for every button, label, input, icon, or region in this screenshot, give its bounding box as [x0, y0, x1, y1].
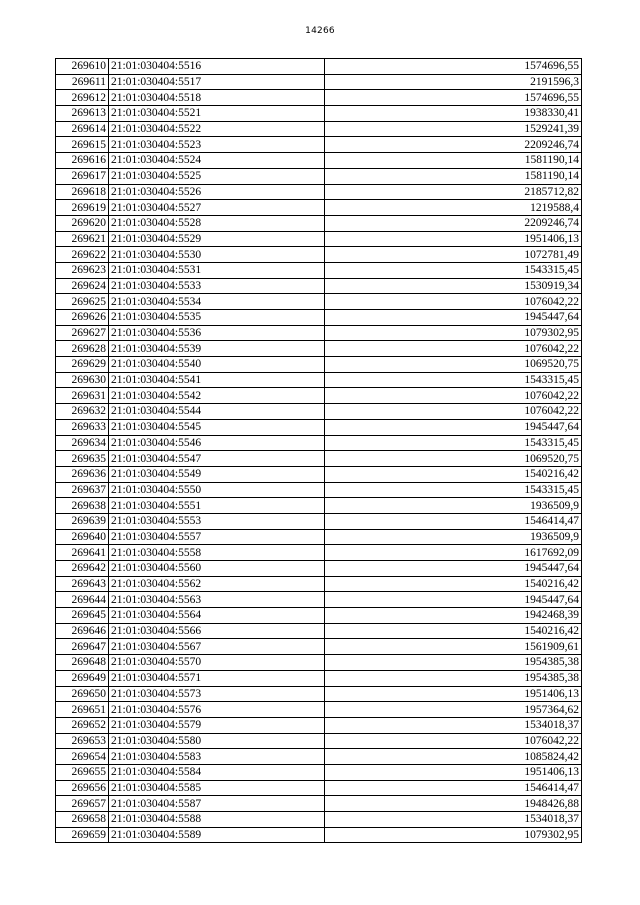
table-row	[56, 137, 582, 153]
row-number-cell: 269651	[56, 702, 109, 718]
cadastral-value-cell: 1954385,38	[325, 670, 582, 686]
table-row	[56, 200, 582, 216]
table-row	[56, 215, 582, 231]
row-number-cell: 269637	[56, 482, 109, 498]
cadastral-number-cell: 21:01:030404:5525	[109, 168, 325, 184]
table-row	[56, 686, 582, 702]
cadastral-value-table	[55, 58, 582, 843]
table-row	[56, 278, 582, 294]
row-number-cell: 269650	[56, 686, 109, 702]
cadastral-number-cell: 21:01:030404:5570	[109, 655, 325, 671]
cadastral-number-cell: 21:01:030404:5526	[109, 184, 325, 200]
table-row	[56, 466, 582, 482]
cadastral-number-cell: 21:01:030404:5545	[109, 419, 325, 435]
cadastral-number-cell: 21:01:030404:5576	[109, 702, 325, 718]
table-row	[56, 513, 582, 529]
table-row	[56, 262, 582, 278]
row-number-cell: 269627	[56, 325, 109, 341]
row-number-cell: 269652	[56, 717, 109, 733]
table-row	[56, 812, 582, 828]
cadastral-number-cell: 21:01:030404:5550	[109, 482, 325, 498]
cadastral-number-cell: 21:01:030404:5535	[109, 310, 325, 326]
table-row	[56, 780, 582, 796]
cadastral-value-cell: 1546414,47	[325, 513, 582, 529]
cadastral-number-cell: 21:01:030404:5531	[109, 262, 325, 278]
table-row	[56, 59, 582, 75]
cadastral-number-cell: 21:01:030404:5534	[109, 294, 325, 310]
table-row	[56, 341, 582, 357]
table-row	[56, 153, 582, 169]
table-row	[56, 106, 582, 122]
cadastral-value-cell: 1945447,64	[325, 419, 582, 435]
cadastral-number-cell: 21:01:030404:5579	[109, 717, 325, 733]
cadastral-number-cell: 21:01:030404:5564	[109, 608, 325, 624]
table-row	[56, 419, 582, 435]
row-number-cell: 269628	[56, 341, 109, 357]
cadastral-value-cell: 1079302,95	[325, 325, 582, 341]
row-number-cell: 269657	[56, 796, 109, 812]
cadastral-number-cell: 21:01:030404:5540	[109, 357, 325, 373]
table-row	[56, 529, 582, 545]
row-number-cell: 269647	[56, 639, 109, 655]
cadastral-number-cell: 21:01:030404:5549	[109, 466, 325, 482]
cadastral-number-cell: 21:01:030404:5527	[109, 200, 325, 216]
cadastral-number-cell: 21:01:030404:5533	[109, 278, 325, 294]
table-row	[56, 184, 582, 200]
cadastral-number-cell: 21:01:030404:5518	[109, 90, 325, 106]
cadastral-value-cell: 1948426,88	[325, 796, 582, 812]
cadastral-number-cell: 21:01:030404:5589	[109, 827, 325, 843]
table-row	[56, 827, 582, 843]
cadastral-value-cell: 1069520,75	[325, 451, 582, 467]
cadastral-value-cell: 1540216,42	[325, 576, 582, 592]
table-body	[56, 59, 582, 843]
table-row	[56, 294, 582, 310]
row-number-cell: 269638	[56, 498, 109, 514]
row-number-cell: 269646	[56, 623, 109, 639]
cadastral-number-cell: 21:01:030404:5558	[109, 545, 325, 561]
cadastral-value-cell: 1085824,42	[325, 749, 582, 765]
cadastral-value-cell: 1574696,55	[325, 90, 582, 106]
table-row	[56, 749, 582, 765]
row-number-cell: 269636	[56, 466, 109, 482]
cadastral-value-cell: 1945447,64	[325, 561, 582, 577]
row-number-cell: 269640	[56, 529, 109, 545]
cadastral-value-cell: 1543315,45	[325, 372, 582, 388]
cadastral-number-cell: 21:01:030404:5587	[109, 796, 325, 812]
row-number-cell: 269642	[56, 561, 109, 577]
cadastral-value-cell: 1076042,22	[325, 733, 582, 749]
cadastral-value-cell: 1546414,47	[325, 780, 582, 796]
row-number-cell: 269632	[56, 404, 109, 420]
cadastral-number-cell: 21:01:030404:5566	[109, 623, 325, 639]
cadastral-number-cell: 21:01:030404:5560	[109, 561, 325, 577]
table-row	[56, 435, 582, 451]
row-number-cell: 269635	[56, 451, 109, 467]
row-number-cell: 269648	[56, 655, 109, 671]
row-number-cell: 269621	[56, 231, 109, 247]
cadastral-value-cell: 2209246,74	[325, 215, 582, 231]
table-row	[56, 639, 582, 655]
cadastral-value-cell: 1574696,55	[325, 59, 582, 75]
cadastral-value-cell: 1076042,22	[325, 294, 582, 310]
table-row	[56, 545, 582, 561]
table-row	[56, 592, 582, 608]
cadastral-number-cell: 21:01:030404:5547	[109, 451, 325, 467]
cadastral-number-cell: 21:01:030404:5523	[109, 137, 325, 153]
table-row	[56, 608, 582, 624]
cadastral-value-cell: 1219588,4	[325, 200, 582, 216]
cadastral-number-cell: 21:01:030404:5522	[109, 121, 325, 137]
table-row	[56, 717, 582, 733]
table-row	[56, 498, 582, 514]
table-row	[56, 796, 582, 812]
table-row	[56, 310, 582, 326]
cadastral-number-cell: 21:01:030404:5544	[109, 404, 325, 420]
cadastral-number-cell: 21:01:030404:5516	[109, 59, 325, 75]
cadastral-value-cell: 1938330,41	[325, 106, 582, 122]
table-row	[56, 576, 582, 592]
table-row	[56, 764, 582, 780]
row-number-cell: 269613	[56, 106, 109, 122]
cadastral-value-cell: 2185712,82	[325, 184, 582, 200]
row-number-cell: 269649	[56, 670, 109, 686]
cadastral-number-cell: 21:01:030404:5553	[109, 513, 325, 529]
row-number-cell: 269622	[56, 247, 109, 263]
table-row	[56, 623, 582, 639]
cadastral-value-cell: 1581190,14	[325, 168, 582, 184]
table-row	[56, 231, 582, 247]
row-number-cell: 269645	[56, 608, 109, 624]
cadastral-value-cell: 1543315,45	[325, 482, 582, 498]
table-row	[56, 702, 582, 718]
row-number-cell: 269658	[56, 812, 109, 828]
row-number-cell: 269624	[56, 278, 109, 294]
table-row	[56, 670, 582, 686]
cadastral-value-cell: 1561909,61	[325, 639, 582, 655]
row-number-cell: 269612	[56, 90, 109, 106]
cadastral-value-cell: 1954385,38	[325, 655, 582, 671]
cadastral-value-cell: 1957364,62	[325, 702, 582, 718]
cadastral-value-cell: 1951406,13	[325, 231, 582, 247]
cadastral-value-cell: 1076042,22	[325, 388, 582, 404]
table-row	[56, 121, 582, 137]
cadastral-number-cell: 21:01:030404:5536	[109, 325, 325, 341]
row-number-cell: 269631	[56, 388, 109, 404]
row-number-cell: 269639	[56, 513, 109, 529]
cadastral-number-cell: 21:01:030404:5583	[109, 749, 325, 765]
cadastral-number-cell: 21:01:030404:5524	[109, 153, 325, 169]
cadastral-value-cell: 1529241,39	[325, 121, 582, 137]
table-row	[56, 451, 582, 467]
cadastral-value-cell: 1076042,22	[325, 404, 582, 420]
cadastral-value-cell: 1543315,45	[325, 262, 582, 278]
cadastral-value-cell: 1076042,22	[325, 341, 582, 357]
row-number-cell: 269620	[56, 215, 109, 231]
table-row	[56, 357, 582, 373]
table-row	[56, 388, 582, 404]
row-number-cell: 269610	[56, 59, 109, 75]
table-row	[56, 247, 582, 263]
row-number-cell: 269629	[56, 357, 109, 373]
row-number-cell: 269614	[56, 121, 109, 137]
row-number-cell: 269617	[56, 168, 109, 184]
table-row	[56, 655, 582, 671]
cadastral-number-cell: 21:01:030404:5541	[109, 372, 325, 388]
row-number-cell: 269626	[56, 310, 109, 326]
cadastral-number-cell: 21:01:030404:5551	[109, 498, 325, 514]
cadastral-number-cell: 21:01:030404:5539	[109, 341, 325, 357]
table-row	[56, 404, 582, 420]
cadastral-number-cell: 21:01:030404:5517	[109, 74, 325, 90]
cadastral-value-cell: 1543315,45	[325, 435, 582, 451]
cadastral-number-cell: 21:01:030404:5563	[109, 592, 325, 608]
row-number-cell: 269654	[56, 749, 109, 765]
page-number: 14266	[305, 26, 335, 36]
cadastral-number-cell: 21:01:030404:5573	[109, 686, 325, 702]
cadastral-value-cell: 2209246,74	[325, 137, 582, 153]
row-number-cell: 269618	[56, 184, 109, 200]
cadastral-number-cell: 21:01:030404:5530	[109, 247, 325, 263]
cadastral-number-cell: 21:01:030404:5528	[109, 215, 325, 231]
row-number-cell: 269616	[56, 153, 109, 169]
table-row	[56, 74, 582, 90]
cadastral-value-cell: 1534018,37	[325, 812, 582, 828]
cadastral-number-cell: 21:01:030404:5588	[109, 812, 325, 828]
cadastral-value-cell: 1617692,09	[325, 545, 582, 561]
row-number-cell: 269625	[56, 294, 109, 310]
row-number-cell: 269644	[56, 592, 109, 608]
cadastral-number-cell: 21:01:030404:5546	[109, 435, 325, 451]
row-number-cell: 269659	[56, 827, 109, 843]
cadastral-value-cell: 1942468,39	[325, 608, 582, 624]
table-row	[56, 561, 582, 577]
row-number-cell: 269656	[56, 780, 109, 796]
cadastral-value-cell: 2191596,3	[325, 74, 582, 90]
row-number-cell: 269615	[56, 137, 109, 153]
cadastral-value-cell: 1072781,49	[325, 247, 582, 263]
cadastral-number-cell: 21:01:030404:5580	[109, 733, 325, 749]
cadastral-number-cell: 21:01:030404:5542	[109, 388, 325, 404]
cadastral-value-cell: 1069520,75	[325, 357, 582, 373]
cadastral-value-cell: 1540216,42	[325, 466, 582, 482]
cadastral-value-cell: 1951406,13	[325, 764, 582, 780]
row-number-cell: 269641	[56, 545, 109, 561]
cadastral-value-cell: 1534018,37	[325, 717, 582, 733]
cadastral-value-cell: 1945447,64	[325, 310, 582, 326]
cadastral-value-cell: 1530919,34	[325, 278, 582, 294]
cadastral-number-cell: 21:01:030404:5585	[109, 780, 325, 796]
cadastral-number-cell: 21:01:030404:5521	[109, 106, 325, 122]
row-number-cell: 269643	[56, 576, 109, 592]
cadastral-value-cell: 1079302,95	[325, 827, 582, 843]
row-number-cell: 269623	[56, 262, 109, 278]
row-number-cell: 269619	[56, 200, 109, 216]
table-row	[56, 90, 582, 106]
cadastral-value-cell: 1936509,9	[325, 498, 582, 514]
cadastral-number-cell: 21:01:030404:5529	[109, 231, 325, 247]
cadastral-number-cell: 21:01:030404:5557	[109, 529, 325, 545]
table-row	[56, 372, 582, 388]
row-number-cell: 269655	[56, 764, 109, 780]
cadastral-value-cell: 1951406,13	[325, 686, 582, 702]
cadastral-number-cell: 21:01:030404:5571	[109, 670, 325, 686]
cadastral-value-cell: 1581190,14	[325, 153, 582, 169]
row-number-cell: 269633	[56, 419, 109, 435]
row-number-cell: 269630	[56, 372, 109, 388]
table-row	[56, 325, 582, 341]
row-number-cell: 269653	[56, 733, 109, 749]
row-number-cell: 269611	[56, 74, 109, 90]
cadastral-number-cell: 21:01:030404:5567	[109, 639, 325, 655]
cadastral-value-cell: 1936509,9	[325, 529, 582, 545]
table-row	[56, 482, 582, 498]
cadastral-value-cell: 1945447,64	[325, 592, 582, 608]
cadastral-value-cell: 1540216,42	[325, 623, 582, 639]
cadastral-number-cell: 21:01:030404:5584	[109, 764, 325, 780]
table-row	[56, 168, 582, 184]
row-number-cell: 269634	[56, 435, 109, 451]
table-row	[56, 733, 582, 749]
cadastral-number-cell: 21:01:030404:5562	[109, 576, 325, 592]
